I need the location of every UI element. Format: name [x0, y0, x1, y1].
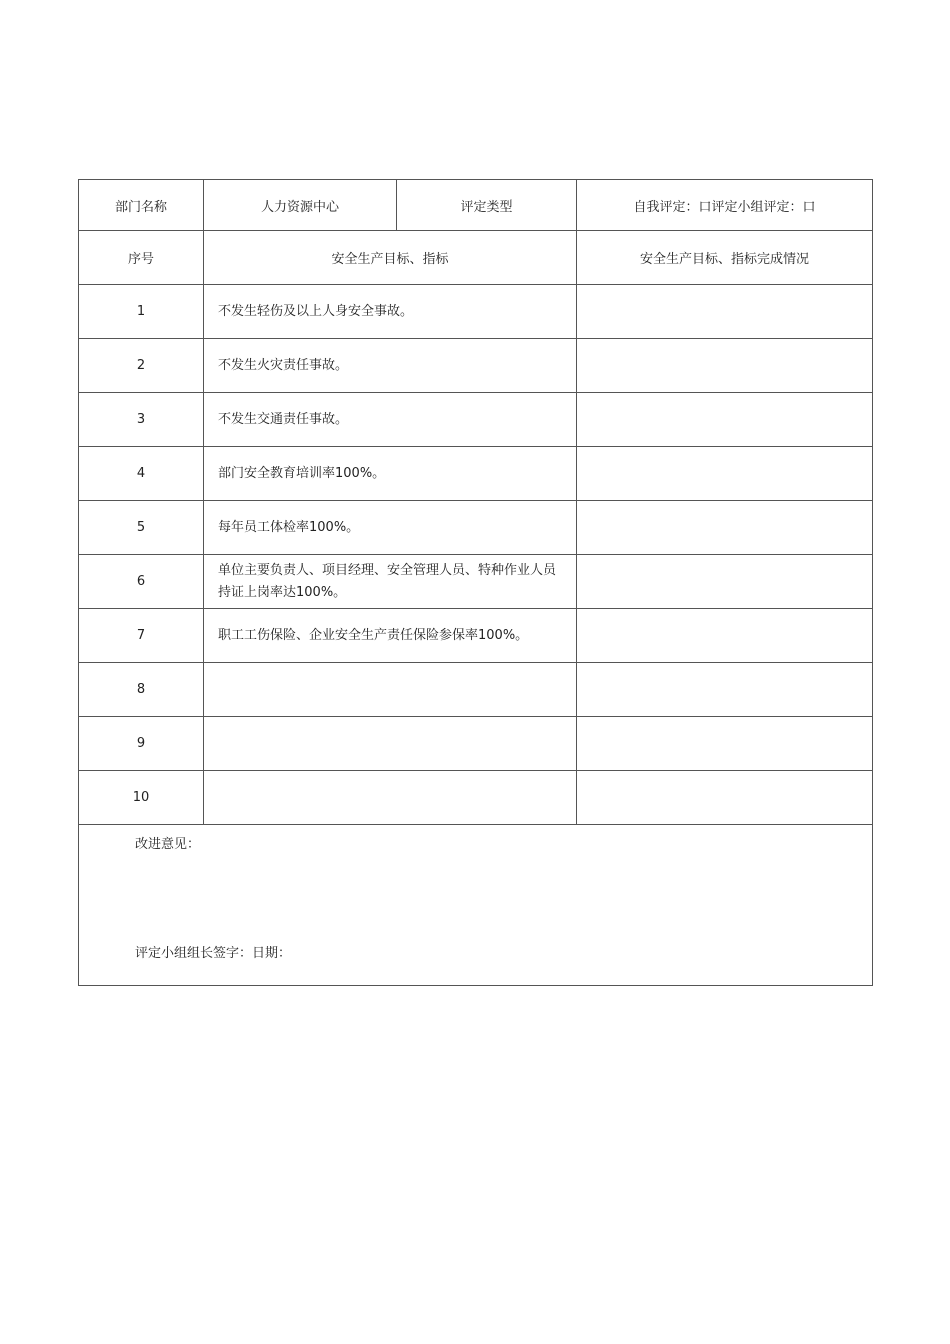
row-target-text: 每年员工体检率100%。: [218, 519, 360, 535]
row-seq: 9: [79, 717, 204, 771]
row-target: [204, 339, 577, 393]
comments-box: [79, 825, 872, 985]
row-target: [204, 555, 577, 609]
row-target[interactable]: [204, 717, 577, 771]
row-target: [204, 393, 577, 447]
row-completion-cell[interactable]: [577, 609, 873, 663]
row-seq: 1: [79, 285, 204, 339]
comments-cell[interactable]: [79, 825, 873, 986]
row-completion-cell[interactable]: [577, 447, 873, 501]
dept-label: 部门名称: [79, 180, 204, 231]
completion-column-header: 安全生产目标、指标完成情况: [577, 231, 873, 285]
column-header-row: [79, 231, 873, 285]
row-target: [204, 447, 577, 501]
row-target-text: 单位主要负责人、项目经理、安全管理人员、特种作业人员持证上岗率达100%。: [218, 562, 557, 600]
row-seq: 5: [79, 501, 204, 555]
dept-value: 人力资源中心: [204, 180, 397, 231]
table-row: [79, 555, 873, 609]
row-target-text: 不发生交通责任事故。: [218, 411, 349, 427]
row-completion-cell[interactable]: [577, 771, 873, 825]
row-target-text: 不发生轻伤及以上人身安全事故。: [218, 303, 414, 319]
row-seq: 2: [79, 339, 204, 393]
row-seq: 8: [79, 663, 204, 717]
row-completion-cell[interactable]: [577, 501, 873, 555]
target-column-header: 安全生产目标、指标: [204, 231, 577, 285]
row-completion-cell[interactable]: [577, 393, 873, 447]
row-target-text: 职工工伤保险、企业安全生产责任保险参保率100%。: [218, 627, 529, 643]
safety-target-evaluation-table: [78, 179, 873, 986]
row-completion-cell[interactable]: [577, 663, 873, 717]
table-row: [79, 393, 873, 447]
row-completion-cell[interactable]: [577, 285, 873, 339]
table-row: [79, 501, 873, 555]
signature-label: 评定小组组长签字：日期：: [135, 946, 292, 961]
table-row: [79, 663, 873, 717]
table-row: [79, 447, 873, 501]
header-row: [79, 180, 873, 231]
row-target-text: 不发生火灾责任事故。: [218, 357, 349, 373]
table-row: [79, 609, 873, 663]
table-row: [79, 717, 873, 771]
row-seq: 3: [79, 393, 204, 447]
row-completion-cell[interactable]: [577, 339, 873, 393]
table-row: [79, 339, 873, 393]
row-target-text: 部门安全教育培训率100%。: [218, 465, 386, 481]
row-seq: 6: [79, 555, 204, 609]
comments-row: [79, 825, 873, 986]
comments-label: 改进意见：: [135, 837, 201, 852]
row-target[interactable]: [204, 663, 577, 717]
table-row: [79, 771, 873, 825]
row-target: [204, 501, 577, 555]
seq-column-header: 序号: [79, 231, 204, 285]
row-completion-cell[interactable]: [577, 555, 873, 609]
eval-type-value: 自我评定：口评定小组评定：口: [577, 180, 873, 231]
row-target: [204, 609, 577, 663]
row-target: [204, 285, 577, 339]
eval-type-label: 评定类型: [397, 180, 577, 231]
row-seq: 10: [79, 771, 204, 825]
table-row: [79, 285, 873, 339]
row-seq: 7: [79, 609, 204, 663]
row-completion-cell[interactable]: [577, 717, 873, 771]
row-target[interactable]: [204, 771, 577, 825]
row-seq: 4: [79, 447, 204, 501]
